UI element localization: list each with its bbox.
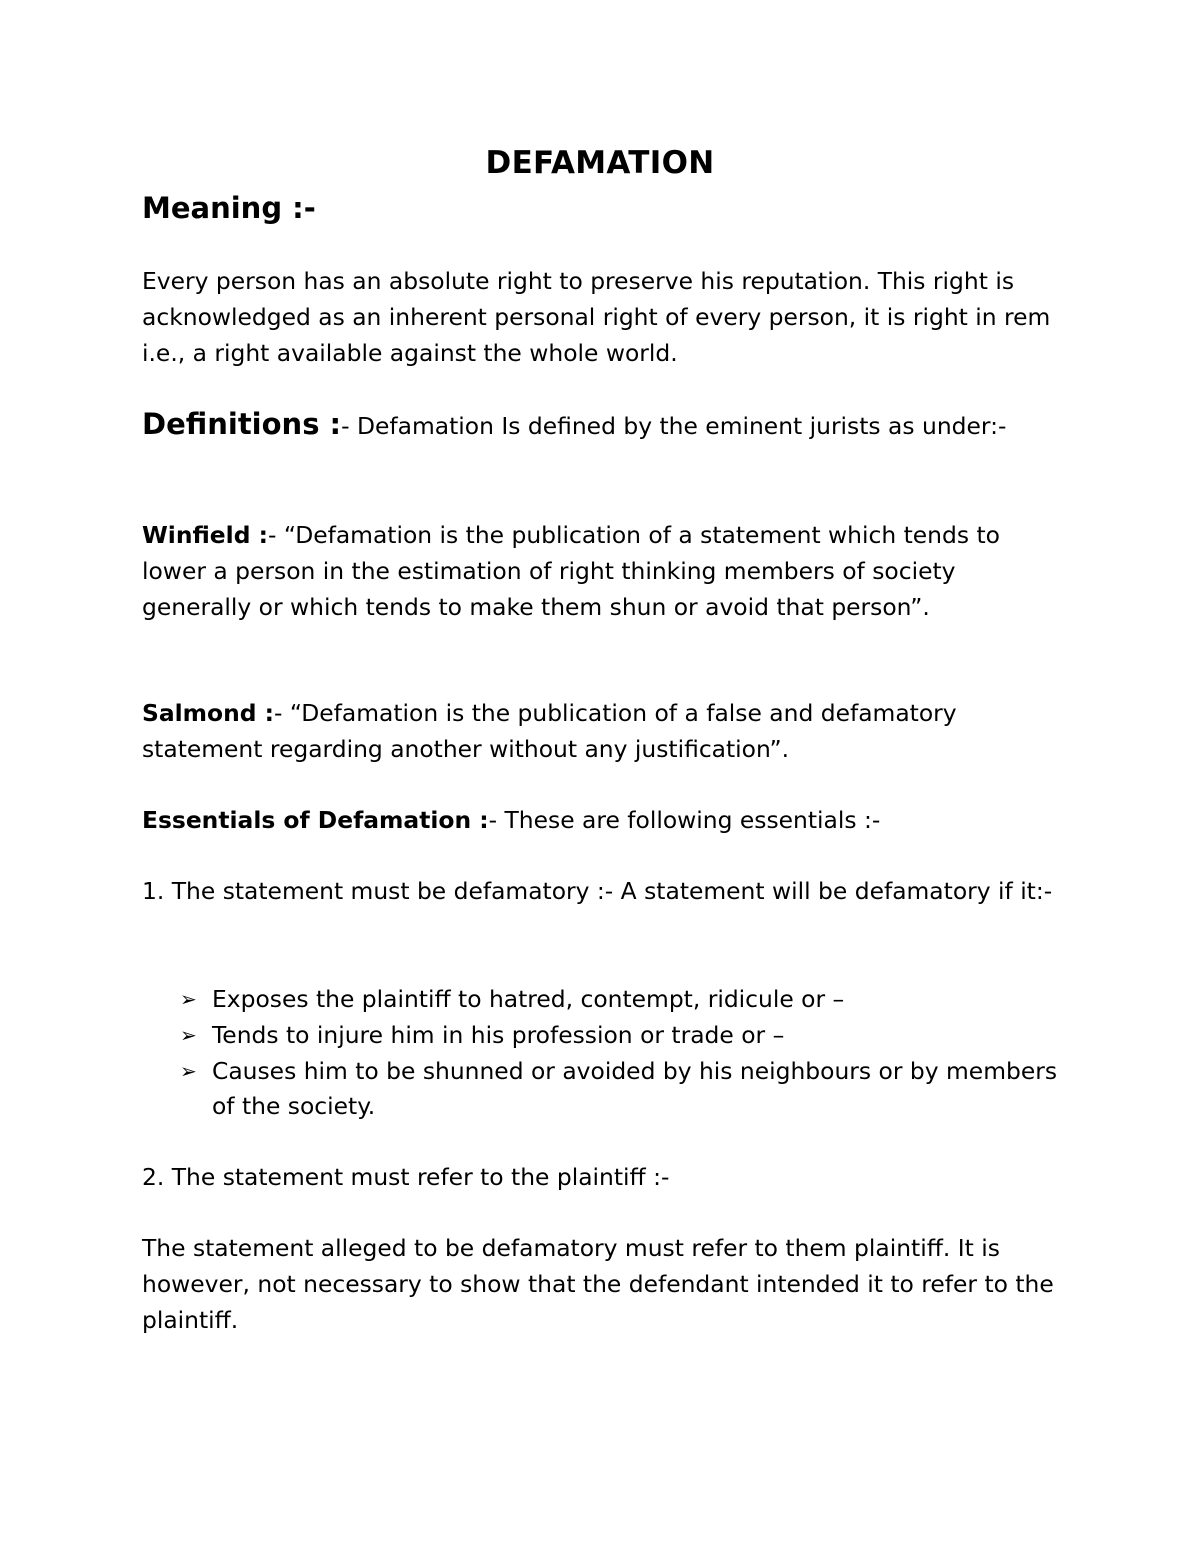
point1-paragraph: 1. The statement must be defamatory :- A statement will be defamatory if it:- [142, 877, 1053, 905]
salmond-label: Salmond : [142, 699, 274, 727]
document-title: DEFAMATION [485, 145, 715, 181]
bullet-text: Exposes the plaintiff to hatred, contempt, ridicule or – [212, 985, 845, 1013]
salmond-paragraph [142, 696, 1062, 768]
winfield-text: - “Defamation is the publication of a statement which tends to lower a person in the estimation of right thinking members of society generally or which tends to make them shun or avoid that person”. [142, 521, 1000, 621]
arrowhead-bullet-icon: ➢ [180, 987, 197, 1011]
list-item [180, 982, 1060, 1018]
arrowhead-bullet-icon: ➢ [180, 1022, 197, 1047]
bullet-list [180, 982, 1060, 1125]
list-item [180, 1018, 1060, 1054]
definitions-heading: Definitions : [142, 407, 342, 441]
essentials-text: - These are following essentials :- [488, 806, 881, 834]
winfield-paragraph [142, 518, 1062, 625]
point2-heading: 2. The statement must refer to the plaintiff :- [142, 1163, 670, 1191]
winfield-label: Winfield : [142, 521, 268, 549]
arrowhead-bullet-icon: ➢ [180, 1058, 197, 1083]
essentials-paragraph [142, 803, 1062, 839]
bullet-text: Tends to injure him in his profession or trade or – [212, 1020, 785, 1049]
list-item [180, 1054, 1060, 1126]
definitions-text: - Defamation Is defined by the eminent jurists as under:- [341, 412, 1007, 440]
definitions-paragraph [142, 406, 1062, 444]
meaning-heading: Meaning :- [142, 191, 316, 225]
point2-paragraph: The statement alleged to be defamatory must refer to them plaintiff. It is however, not necessary to show that the defendant intended it to refer to the plaintiff. [142, 1234, 1054, 1334]
meaning-paragraph: Every person has an absolute right to preserve his reputation. This right is acknowledged as an inherent personal right of every person, it is right in rem i.e., a right available against the whole world. [142, 267, 1051, 367]
essentials-label: Essentials of Defamation : [142, 806, 489, 834]
bullet-text: Causes him to be shunned or avoided by his neighbours or by members of the society. [212, 1056, 1058, 1121]
salmond-text: - “Defamation is the publication of a false and defamatory statement regarding another without any justification”. [142, 699, 957, 763]
